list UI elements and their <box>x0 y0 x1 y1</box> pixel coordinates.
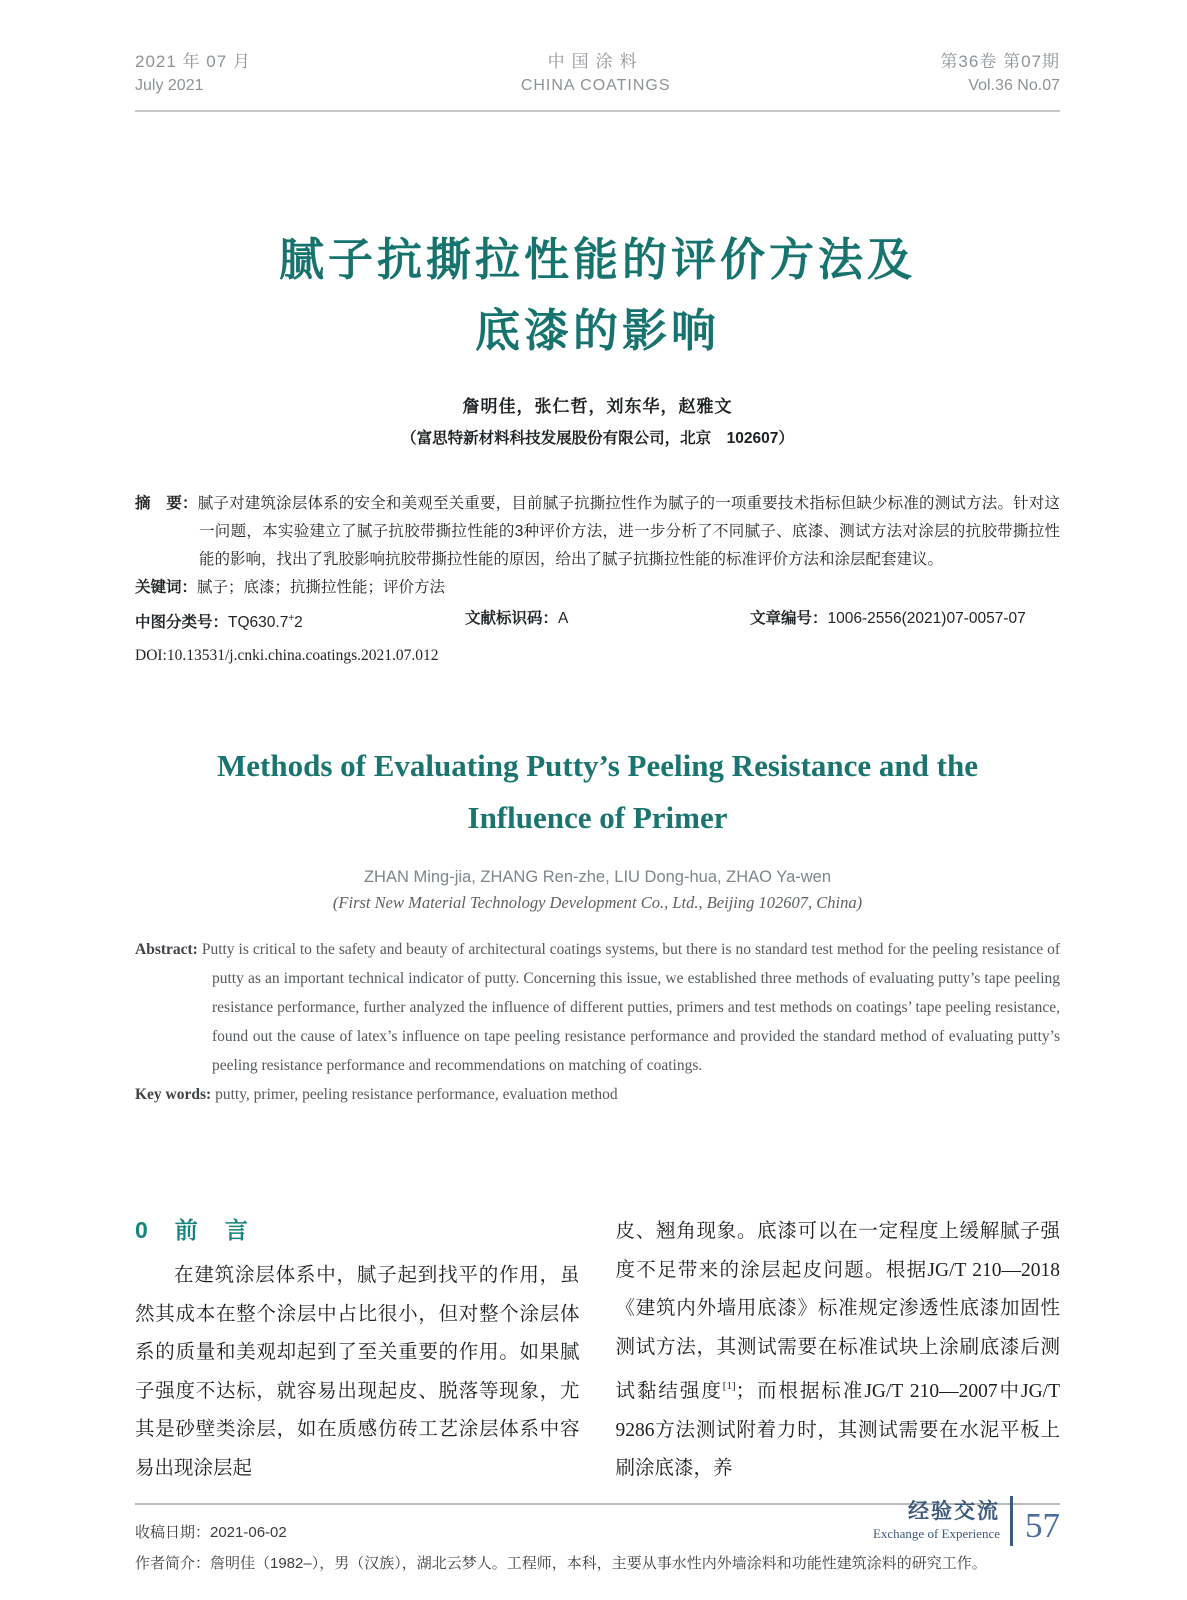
keywords-en-text: putty, primer, peeling resistance performance, evaluation method <box>215 1086 618 1103</box>
article-id-value: 1006-2556(2021)07-0057-07 <box>827 610 1026 627</box>
header-date-cn: 2021 年 07 月 <box>135 52 251 71</box>
header-date-en: July 2021 <box>135 77 204 94</box>
abstract-en <box>135 935 1060 1080</box>
abstract-en-label: Abstract: <box>135 941 198 958</box>
column-tag-cn: 经验交流 <box>908 1500 1000 1523</box>
header-volume <box>940 50 1060 98</box>
intro-left-column <box>135 1213 580 1489</box>
page-content <box>0 50 1187 1579</box>
article-title-cn-line2: 底漆的影响 <box>474 305 720 356</box>
header-date <box>135 50 251 98</box>
intro-right-text-2: ；而根据标准JG/T 210—2007中JG/T 9286方法测试附着力时，其测试需要在水泥平板上刷涂底漆，养 <box>615 1381 1060 1479</box>
abstract-cn-text: 腻子对建筑涂层体系的安全和美观至关重要，目前腻子抗撕拉性作为腻子的一项重要技术指标但缺少标准的测试方法。针对这一问题，本实验建立了腻子抗胶带撕拉性能的3种评价方法，进一步分析了不同腻子、底漆、测试方法对涂层的抗胶带撕拉性能的影响，找出了乳胶影响抗胶带撕拉性能的原因，给出了腻子抗撕拉性能的标准评价方法和涂层配套建议。 <box>197 495 1060 568</box>
page-number: 57 <box>1025 1506 1060 1545</box>
meta-row <box>135 605 1060 637</box>
doi: DOI:10.13531/j.cnki.china.coatings.2021.07.012 <box>135 647 439 664</box>
header-journal-name <box>521 50 671 98</box>
journal-name-en: CHINA COATINGS <box>520 77 671 94</box>
column-tag-en: Exchange of Experience <box>872 1526 1000 1541</box>
document-code-label: 文献标识码： <box>465 610 559 627</box>
article-id <box>750 605 1060 637</box>
clc-number <box>135 605 465 637</box>
column-tag <box>873 1496 1060 1546</box>
abstract-cn <box>135 490 1060 574</box>
clc-label: 中图分类号： <box>135 614 229 631</box>
clc-superscript: + <box>288 613 295 624</box>
keywords-cn <box>135 574 1060 602</box>
article-title-en-line1: Methods of Evaluating Putty’s Peeling Resistance and the <box>217 748 978 783</box>
article-title-cn-line1: 腻子抗撕拉性能的评价方法及 <box>278 234 916 285</box>
clc-value: TQ630.7 <box>228 614 289 631</box>
keywords-en <box>135 1080 1060 1109</box>
article-title-en <box>135 740 1060 844</box>
header-volume-en: Vol.36 No.07 <box>968 77 1060 94</box>
keywords-en-label: Key words: <box>135 1086 212 1103</box>
keywords-cn-label: 关键词： <box>135 579 198 596</box>
document-code <box>465 605 750 637</box>
journal-name-cn: 中国涂料 <box>547 52 644 71</box>
abstract-en-text: Putty is critical to the safety and beauty of architectural coatings systems, but there is no standard test method for the peeling resistance of putty as an important technical indicator of putty. Concerning this issue, we established three methods of evaluating putty’s tape peeling resistance performance, further analyzed the influence of different putties, primers and test methods on coatings’ tape peeling resistance, found out the cause of latex’s influence on tape peeling resistance performance and provided the standard method of evaluating putty’s peeling resistance performance and recommendations on matching of coatings. <box>201 941 1060 1074</box>
keywords-cn-text: 腻子；底漆；抗撕拉性能；评价方法 <box>197 579 446 596</box>
clc-tail: 2 <box>294 614 303 631</box>
article-title-en-line2: Influence of Primer <box>467 800 728 835</box>
header-volume-cn: 第36卷 第07期 <box>940 52 1060 71</box>
section-heading-intro: 0 前 言 <box>135 1217 250 1243</box>
intro-right-column <box>616 1213 1061 1489</box>
abstract-cn-label: 摘 要： <box>135 495 198 512</box>
authors-en: ZHAN Ming-jia, ZHANG Ren-zhe, LIU Dong-hua, ZHAO Ya-wen <box>363 868 832 886</box>
article-id-label: 文章编号： <box>750 610 828 627</box>
authors-cn: 詹明佳，张仁哲，刘东华，赵雅文 <box>462 397 733 416</box>
column-tag-labels <box>873 1499 1010 1543</box>
author-bio: 作者简介：詹明佳（1982–），男（汉族），湖北云梦人。工程师，本科，主要从事水性内外墙涂料和功能性建筑涂料的研究工作。 <box>135 1554 987 1572</box>
intro-paragraph-right <box>616 1213 1061 1489</box>
affiliation-en: (First New Material Technology Development Co., Ltd., Beijing 102607, China) <box>332 893 863 912</box>
intro-paragraph-left: 在建筑涂层体系中，腻子起到找平的作用，虽然其成本在整个涂层中占比很小，但对整个涂层体系的质量和美观却起到了至关重要的作用。如果腻子强度不达标，就容易出现起皮、脱落等现象，尤其是砂壁类涂层，如在质感仿砖工艺涂层体系中容易出现涂层起 <box>135 1265 580 1479</box>
affiliation-cn: （富思特新材料科技发展股份有限公司，北京 102607） <box>401 430 794 447</box>
article-title-cn <box>135 224 1060 366</box>
journal-header <box>135 50 1060 112</box>
received-date: 收稿日期：2021-06-02 <box>135 1523 287 1541</box>
intro-right-text-1: 皮、翘角现象。底漆可以在一定程度上缓解腻子强度不足带来的涂层起皮问题。根据JG/T 210—2018《建筑内外墙用底漆》标准规定渗透性底漆加固性测试方法，其测试需要在标准试块上涂刷底漆后测试黏结强度 <box>615 1221 1060 1402</box>
reference-superscript: [1] <box>722 1380 736 1392</box>
document-code-value: A <box>558 610 569 627</box>
intro-section <box>135 1213 1060 1489</box>
